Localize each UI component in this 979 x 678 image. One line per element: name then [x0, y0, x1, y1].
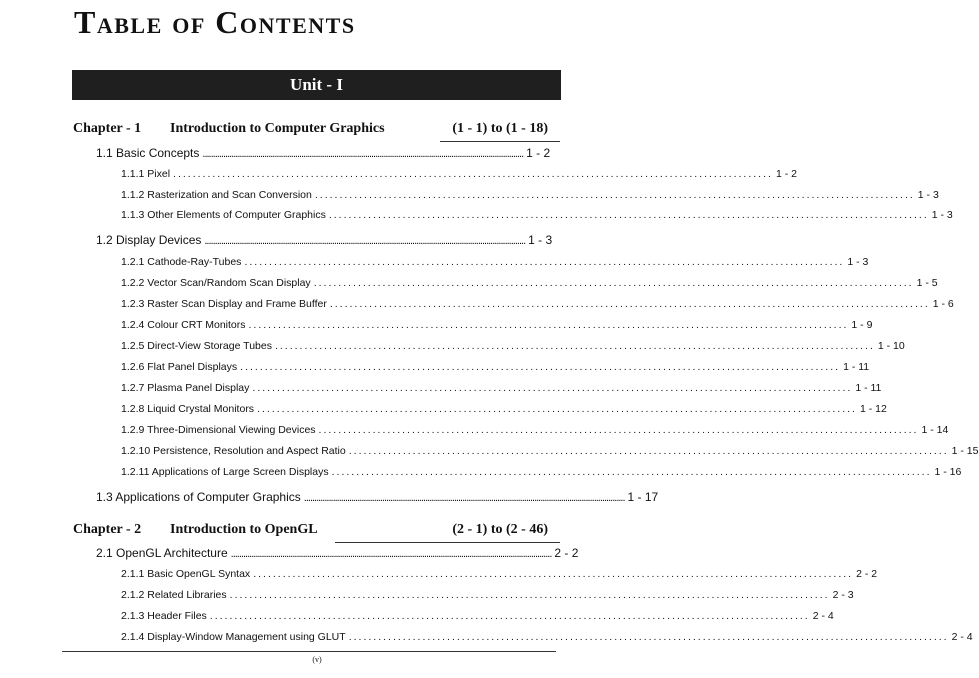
toc-label: 2.1 OpenGL Architecture	[96, 546, 228, 560]
toc-page: 1 - 5	[916, 277, 938, 289]
toc-subsection[interactable]	[121, 338, 905, 354]
toc-subsection[interactable]	[121, 629, 973, 645]
page-number: (v)	[312, 655, 322, 664]
toc-label: 2.1.3 Header Files	[121, 610, 207, 622]
toc-page: 1 - 2	[526, 146, 551, 160]
dot-leader: ............................................................................................................................................................	[202, 148, 524, 160]
toc-subsection[interactable]	[121, 587, 854, 603]
toc-section[interactable]	[96, 489, 659, 505]
dot-leader: ..........................................................................................................................	[244, 256, 845, 268]
dot-leader: ..........................................................................................................................	[229, 589, 830, 601]
toc-subsection[interactable]	[121, 207, 953, 223]
toc-subsection[interactable]	[121, 608, 834, 624]
dot-leader: ..........................................................................................................................	[240, 361, 841, 373]
chapter-rule	[440, 141, 560, 142]
toc-subsection[interactable]	[121, 566, 878, 582]
toc-label: 1.2.11 Applications of Large Screen Displays	[121, 466, 329, 478]
toc-subsection[interactable]	[121, 464, 962, 480]
toc-subsection[interactable]	[121, 187, 939, 203]
dot-leader: ..........................................................................................................................	[318, 424, 919, 436]
toc-section[interactable]	[96, 545, 579, 561]
toc-label: 1.2.3 Raster Scan Display and Frame Buffer	[121, 298, 327, 310]
dot-leader: ..........................................................................................................................	[209, 610, 810, 622]
chapter-title: Introduction to Computer Graphics	[170, 121, 385, 136]
dot-leader: ............................................................................................................................................................	[230, 548, 552, 560]
toc-label: 1.2.4 Colour CRT Monitors	[121, 319, 246, 331]
toc-page: 1 - 15	[951, 445, 979, 457]
page-title: Table of Contents	[74, 4, 356, 40]
toc-page: 1 - 3	[528, 233, 553, 247]
toc-page: 1 - 3	[847, 256, 869, 268]
toc-label: 1.2.1 Cathode-Ray-Tubes	[121, 256, 242, 268]
toc-label: 1.1.3 Other Elements of Computer Graphics	[121, 209, 326, 221]
toc-page: 1 - 10	[877, 340, 905, 352]
toc-label: 2.1.4 Display-Window Management using GLUT	[121, 631, 346, 643]
dot-leader: ..........................................................................................................................	[252, 382, 853, 394]
toc-page: 2 - 4	[812, 610, 834, 622]
toc-section[interactable]	[96, 232, 553, 248]
chapter-rule	[335, 542, 560, 543]
toc-page: 1 - 16	[934, 466, 962, 478]
toc-page: 2 - 4	[951, 631, 973, 643]
toc-label: 1.2.8 Liquid Crystal Monitors	[121, 403, 255, 415]
dot-leader: ..........................................................................................................................	[348, 631, 949, 643]
dot-leader: ..........................................................................................................................	[313, 277, 914, 289]
toc-page: 1 - 6	[932, 298, 954, 310]
toc-page: 2 - 2	[554, 546, 579, 560]
dot-leader: ..........................................................................................................................	[248, 319, 849, 331]
chapter-page-range: (2 - 1) to (2 - 46)	[452, 522, 548, 537]
dot-leader: ..........................................................................................................................	[274, 340, 875, 352]
toc-page: 2 - 3	[832, 589, 854, 601]
chapter-page-range: (1 - 1) to (1 - 18)	[452, 121, 548, 136]
toc-page: 1 - 14	[921, 424, 949, 436]
toc-subsection[interactable]	[121, 422, 949, 438]
toc-subsection[interactable]	[121, 359, 870, 375]
toc-label: 1.1.2 Rasterization and Scan Conversion	[121, 189, 312, 201]
dot-leader: ............................................................................................................................................................	[303, 492, 625, 504]
dot-leader: ............................................................................................................................................................	[204, 235, 526, 247]
toc-page: 2 - 2	[856, 568, 878, 580]
toc-label: 1.2.7 Plasma Panel Display	[121, 382, 250, 394]
chapter-number: Chapter - 2	[73, 522, 142, 537]
toc-subsection[interactable]	[121, 317, 873, 333]
dot-leader: ..........................................................................................................................	[329, 298, 930, 310]
unit-heading: Unit - I	[72, 70, 561, 100]
toc-subsection[interactable]	[121, 166, 797, 182]
footer-divider	[62, 651, 556, 652]
dot-leader: ..........................................................................................................................	[348, 445, 949, 457]
toc-label: 1.2.10 Persistence, Resolution and Aspect Ratio	[121, 445, 346, 457]
toc-page: 1 - 2	[775, 168, 797, 180]
toc-label: 2.1.1 Basic OpenGL Syntax	[121, 568, 251, 580]
toc-label: 2.1.2 Related Libraries	[121, 589, 227, 601]
toc-label: 1.2.5 Direct-View Storage Tubes	[121, 340, 272, 352]
toc-label: 1.2.6 Flat Panel Displays	[121, 361, 238, 373]
chapter-heading	[72, 521, 560, 543]
toc-label: 1.1 Basic Concepts	[96, 146, 200, 160]
dot-leader: ..........................................................................................................................	[328, 209, 929, 221]
chapter-heading	[72, 120, 560, 142]
toc-page: 1 - 11	[855, 382, 882, 394]
dot-leader: ..........................................................................................................................	[257, 403, 857, 415]
toc-page: 1 - 3	[917, 189, 939, 201]
toc-subsection[interactable]	[121, 296, 954, 312]
toc-page: 1 - 11	[843, 361, 870, 373]
toc-label: 1.2.2 Vector Scan/Random Scan Display	[121, 277, 311, 289]
toc-page: 1 - 17	[627, 490, 659, 504]
toc-label: 1.2 Display Devices	[96, 233, 202, 247]
dot-leader: ..........................................................................................................................	[253, 568, 854, 580]
toc-section[interactable]	[96, 145, 550, 161]
dot-leader: ..........................................................................................................................	[314, 189, 915, 201]
toc-subsection[interactable]	[121, 401, 887, 417]
toc-page: 1 - 12	[859, 403, 887, 415]
dot-leader: ..........................................................................................................................	[331, 466, 932, 478]
toc-subsection[interactable]	[121, 275, 938, 291]
toc-label: 1.1.1 Pixel	[121, 168, 171, 180]
chapter-title: Introduction to OpenGL	[170, 522, 318, 537]
toc-page: 1 - 3	[931, 209, 953, 221]
toc-page: 1 - 9	[851, 319, 873, 331]
dot-leader: ..........................................................................................................................	[173, 168, 773, 180]
toc-label: 1.3 Applications of Computer Graphics	[96, 490, 301, 504]
toc-subsection[interactable]	[121, 380, 882, 396]
toc-subsection[interactable]	[121, 443, 979, 459]
chapter-number: Chapter - 1	[73, 121, 142, 136]
toc-label: 1.2.9 Three-Dimensional Viewing Devices	[121, 424, 316, 436]
toc-subsection[interactable]	[121, 254, 869, 270]
